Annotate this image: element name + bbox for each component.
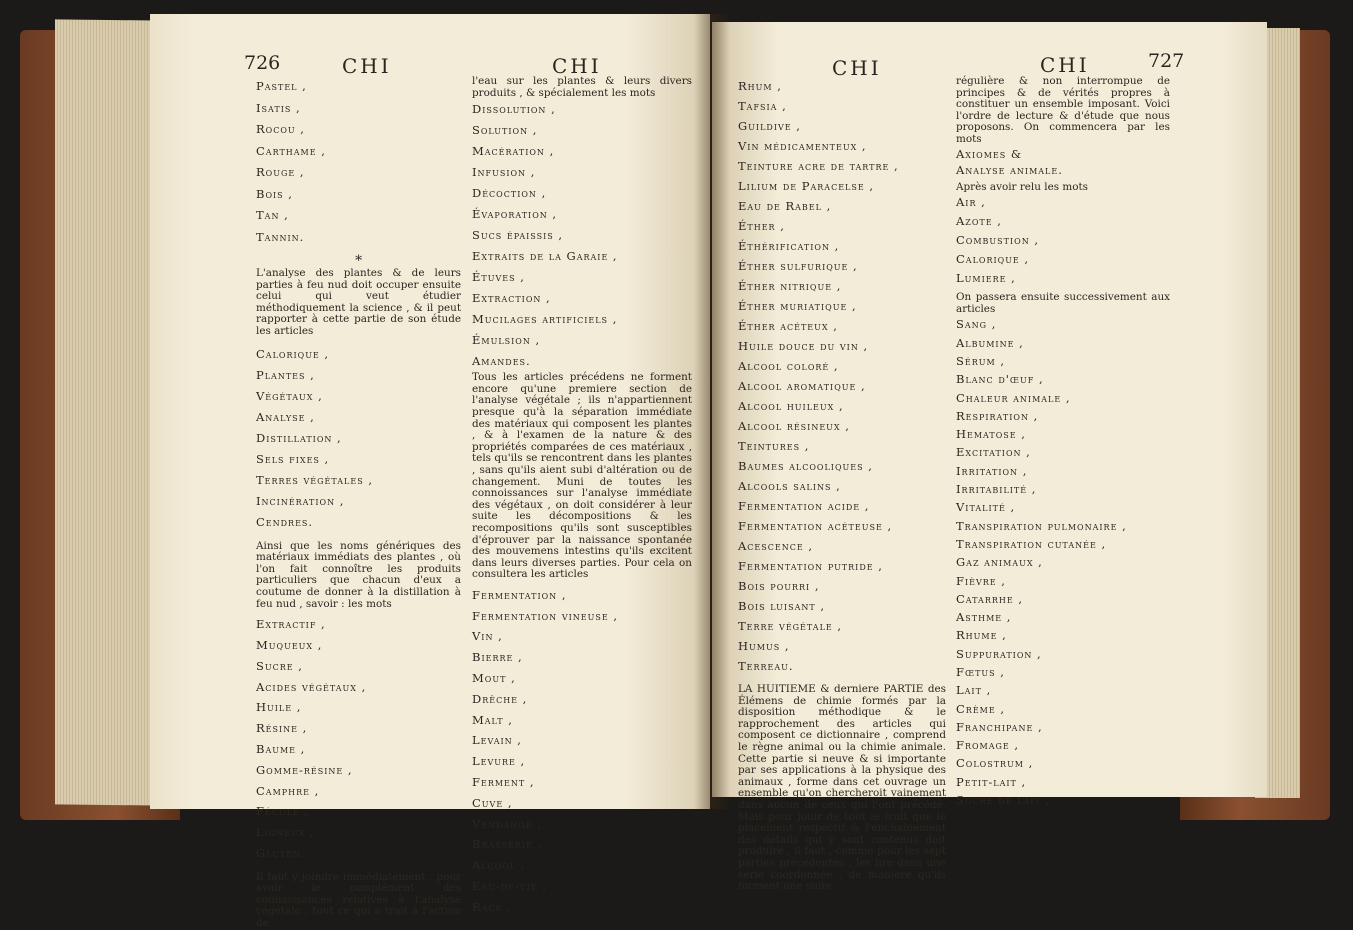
list-item: Alcool résineux , [738,419,850,433]
list-item: Gomme-résine , [256,762,353,777]
list-item: Alcool coloré , [738,359,839,373]
left-col2-list-b [472,585,692,918]
list-item: Baumes alcooliques , [738,459,873,473]
list-item: Irritabilité , [956,482,1037,497]
list-item: Ferment , [472,775,535,790]
list-item: Sels fixes , [256,451,330,466]
list-item: Ligneux , [256,825,315,840]
list-item: Solution , [472,123,538,138]
list-item: Transpiration cutanée , [956,536,1107,551]
list-item: Hematose , [956,427,1026,442]
left-header-chi-1: CHI [342,54,392,78]
list-item: Calorique , [956,252,1030,267]
list-item: Tan , [256,208,289,222]
list-item: Rouge , [256,165,305,179]
list-item: Acides végétaux , [256,679,367,694]
list-item: Huile douce du vin , [738,339,869,353]
list-item: Éther sulfurique , [738,259,858,273]
list-item: Bois , [256,186,293,201]
list-item: Respiration , [956,408,1039,423]
list-item: Extraction , [472,291,551,306]
list-item: Malt , [472,712,513,727]
list-item: Dissolution , [472,102,556,117]
list-item: Drêche , [472,691,528,706]
left-col1-paragraph-3: Il faut y joindre immédiatement , pour avoir le complément des connaissances relatives à l'analyse végétale , tout ce qui a trait à l'action de [256,870,461,930]
list-item: Eau de Rabel , [738,199,832,213]
list-item: Vitalité , [956,500,1016,515]
right-column-2 [956,76,1170,809]
left-col1-paragraph-1: L'analyse des plantes & de leurs parties à feu nud doit occuper ensuite celui qui veut étudier méthodiquement la science , & il peut rapporter à cette partie de son étude les articles [256,267,461,337]
list-item: Éthérification , [738,239,840,253]
list-item: Transpiration pulmonaire , [956,518,1127,533]
right-column-1 [738,76,946,893]
list-item: Terre végétale , [738,619,843,633]
list-item: Humus , [738,639,790,653]
left-header-chi-2: CHI [552,54,602,78]
list-item: Incinération , [256,493,345,508]
list-item: Fécule , [256,804,310,819]
list-item: Calorique , [256,346,330,361]
list-item: Teinture acre de tartre , [738,159,899,173]
list-item: Vin , [472,629,503,644]
list-item: Éther nitrique , [738,279,842,293]
list-item: Eau-de-vie , [472,879,548,894]
list-item: Muqueux , [256,637,323,652]
right-page-number: 727 [1148,50,1185,72]
list-item: Amandes. [472,354,531,369]
list-item: Suppuration , [956,646,1042,661]
list-item: Vin médicamenteux , [738,139,867,153]
list-item: Terres végétales , [256,472,374,487]
list-item: Sucre , [256,658,303,673]
list-item: Bois pourri , [738,579,820,593]
list-item: Rhum , [738,79,782,93]
list-item: Alcool , [472,858,526,873]
list-item: Rhume , [956,628,1007,643]
book-gutter [694,14,730,809]
list-item: Franchipane , [956,719,1043,734]
list-item: Blanc d'œuf , [956,372,1044,387]
list-item: Distillation , [256,430,342,445]
list-item: Macération , [472,144,555,159]
list-item: Sérum , [956,353,1005,368]
list-item: Extractif , [256,617,326,632]
list-item: Résine , [256,721,308,736]
list-item: Vendange , [472,816,542,831]
list-item: Alcool huileux , [738,399,844,413]
left-col2-list-a [472,99,692,372]
list-item: Huile , [256,700,302,715]
right-header-chi-1: CHI [832,56,882,80]
list-item: Analyse animale. [956,162,1063,177]
left-col1-list-b [256,344,461,533]
list-item: Fœtus , [956,664,1005,679]
list-item: Lilium de Paracelse , [738,179,874,193]
list-item: Catarrhe , [956,591,1023,606]
list-item: Acescence , [738,539,813,553]
list-item: Albumine , [956,335,1024,350]
page-edges-left [55,19,165,805]
list-item: Azote , [956,214,1002,229]
list-item: Plantes , [256,367,315,382]
right-col1-list-a [738,76,946,676]
left-col2-paragraph-2: Tous les articles précédens ne forment encore qu'une premiere section de l'analyse végétale ; ils n'appartiennent presque qu'à la séparation immédiate des matériaux qui composent les plantes , & à l'examen de la nature & des propriétés comparées de ces matériaux , tels qu'ils se rencontrent dans les plantes , sans qu'ils aient subi d'altération ou de changement. Muni de toutes les connoissances sur l'analyse immédiate des végétaux , on doit considérer à leur suite les décompositions & les recompositions qu'ils sont susceptibles d'éprouver par la naissance spontanée des mouvemens intestins qu'ils excitent dans leurs diverses parties. Pour cela on consultera les articles [472,371,692,581]
list-item: Mout , [472,671,516,686]
list-item: Lait , [956,683,992,698]
left-column-2 [472,76,692,918]
list-item: Carthame , [256,143,326,158]
right-col1-paragraph-1: LA HUITIEME & derniere PARTIE des Élémens de chimie formés par la disposition méthodique & le rapprochement des articles qui composent ce dictionnaire , comprend le règne animal ou la chimie animale. Cette partie si neuve & si importante par ses applications à la physique des animaux , forme dans cet ouvrage un ensemble qu'on chercheroit vainement dans aucun de ceux qui l'ont précédé. Mais pour jouir de tout le fruit que le placement respectif & l'enchaînement des détails qui y sont contenus doit produire , il faut , comme pour les sept parties précédentes , les lire dans une série coordonnée , de maniere qu'ils forment une suite [738,683,946,893]
list-item: Émulsion , [472,333,541,348]
list-item: Fermentation acéteuse , [738,519,893,533]
list-item: Cuve , [472,795,513,810]
list-item: Fermentation putride , [738,559,883,573]
list-item: Chaleur animale , [956,390,1071,405]
list-item: Excitation , [956,445,1031,460]
list-item: Alcool aromatique , [738,379,866,393]
list-item: Éther muriatique , [738,299,857,313]
right-header-chi-2: CHI [1040,53,1090,77]
list-item: Isatis , [256,100,301,115]
left-col2-paragraph-1: l'eau sur les plantes & leurs divers produits , & spécialement les mots [472,75,692,99]
list-item: Pastel , [256,79,307,93]
left-column-1 [256,76,461,930]
list-item: Combustion , [956,233,1040,248]
list-item: Petit-lait , [956,774,1027,789]
list-item: Bierre , [472,650,523,665]
list-item: Tafsia , [738,99,787,113]
list-item: Asthme , [956,610,1012,625]
list-item: Sucre de lait , [956,793,1051,808]
list-item: Fermentation vineuse , [472,608,618,623]
list-item: Fermentation , [472,587,567,602]
left-col1-list-a [256,76,461,248]
list-item: Végétaux , [256,388,323,403]
list-item: Fermentation acide , [738,499,870,513]
right-col2-list-c [956,315,1170,809]
list-item: Mucilages artificiels , [472,312,618,327]
left-col1-paragraph-2: Ainsi que les noms génériques des matériaux immédiats des plantes , où l'on fait connoître les produits particuliers que chacun d'eux a coutume de donner à la distillation à feu nud , savoir : les mots [256,539,461,610]
list-item: Baume , [256,741,306,756]
list-item: Rack , [472,899,512,914]
list-item: Levure , [472,754,526,769]
list-item: Analyse , [256,409,315,424]
list-item: Air , [956,195,986,210]
list-item: Camphre , [256,783,320,798]
list-item: Éther , [738,219,785,233]
list-item: Gluten. [256,845,306,860]
list-item: Gaz animaux , [956,555,1043,570]
list-item: Cendres. [256,514,314,529]
list-item: Alcools salins , [738,479,841,493]
list-item: Rocou , [256,122,305,136]
list-item: Axiomes & [956,146,1023,161]
list-item: Crème , [956,701,1006,716]
right-col2-paragraph-3: On passera ensuite successivement aux articles [956,291,1170,315]
left-page-number: 726 [244,52,281,74]
right-col2-paragraph-2: Après avoir relu les mots [956,180,1088,193]
list-item: Décoction , [472,186,547,201]
list-item: Levain , [472,733,522,748]
list-item: Brasserie , [472,837,543,852]
ornament: ∗ [353,250,364,266]
list-item: Lumiere , [956,271,1016,286]
list-item: Sucs épaissis , [472,228,564,243]
list-item: Infusion , [472,165,536,180]
list-item: Terreau. [738,659,794,673]
list-item: Guildive , [738,119,801,133]
list-item: Fromage , [956,738,1020,753]
list-item: Fièvre , [956,573,1006,588]
right-col2-paragraph-1: régulière & non interrompue de principes & de vérités propres à constituer un ensemble imposant. Voici l'ordre de lecture & d'étude que nous proposons. On commencera par les mots [956,75,1170,145]
list-item: Tannin. [256,229,305,244]
list-item: Colostrum , [956,756,1034,771]
left-col1-list-c [256,614,461,864]
list-item: Irritation , [956,463,1028,478]
right-col2-list-b [956,193,1170,288]
list-item: Sang , [956,317,997,332]
list-item: Bois luisant , [738,599,825,613]
list-item: Éther acéteux , [738,319,838,333]
list-item: Teintures , [738,439,810,453]
list-item: Évaporation , [472,207,558,222]
list-item: Extraits de la Garaie , [472,249,618,264]
list-item: Étuves , [472,270,525,285]
right-col2-list-a [956,146,1170,178]
